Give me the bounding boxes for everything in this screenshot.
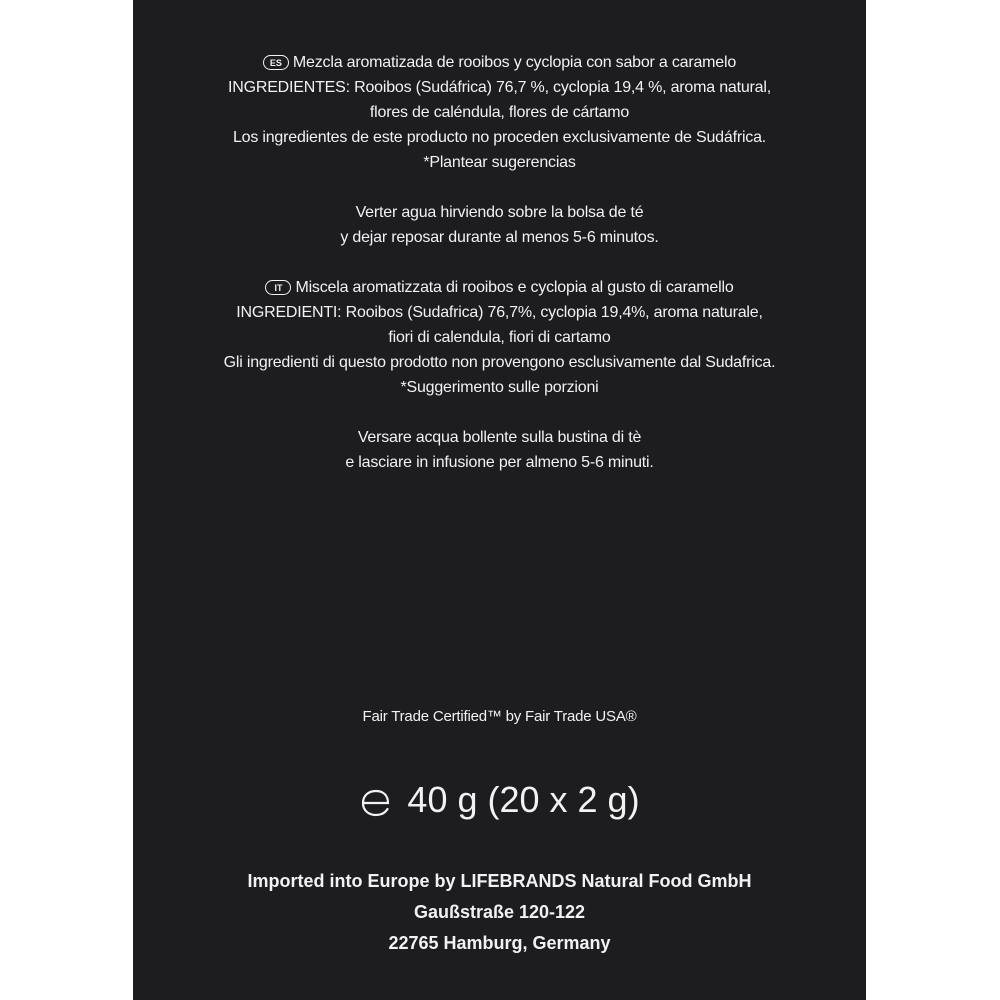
- spanish-prep-line: Verter agua hirviendo sobre la bolsa de té: [355, 204, 644, 221]
- language-badge-it: IT: [265, 280, 291, 295]
- italian-title-line: IT Miscela aromatizzata di rooibos e cyclopia al gusto di caramello: [133, 275, 866, 300]
- importer-street-line: Gaußstraße 120-122: [413, 902, 586, 922]
- net-weight: [133, 775, 866, 831]
- importer-name-line: Imported into Europe by LIFEBRANDS Natural Food GmbH: [247, 871, 752, 891]
- italian-ingredients-line: fiori di calendula, fiori di cartamo: [388, 329, 611, 346]
- spanish-ingredients-line: INGREDIENTES: Rooibos (Sudáfrica) 76,7 %, cyclopia 19,4 %, aroma natural,: [228, 79, 771, 96]
- italian-origin-line: Gli ingredienti di questo prodotto non provengono esclusivamente dal Sudafrica.: [223, 354, 776, 371]
- label-panel: [133, 0, 866, 1000]
- spanish-origin-line: Los ingredientes de este producto no proceden exclusivamente de Sudáfrica.: [232, 129, 767, 146]
- language-badge-es: ES: [263, 55, 289, 70]
- italian-description: [133, 275, 866, 400]
- importer-address: [133, 866, 866, 959]
- italian-preparation: [133, 425, 866, 475]
- net-weight-text: 40 g (20 x 2 g): [407, 779, 640, 820]
- spanish-ingredients-line: flores de caléndula, flores de cártamo: [369, 104, 630, 121]
- spanish-title-line: ES Mezcla aromatizada de rooibos y cyclopia con sabor a caramelo: [133, 50, 866, 75]
- importer-city-line: 22765 Hamburg, Germany: [388, 933, 611, 953]
- italian-prep-line: Versare acqua bollente sulla bustina di tè: [357, 429, 642, 446]
- italian-ingredients-line: INGREDIENTI: Rooibos (Sudafrica) 76,7%, cyclopia 19,4%, aroma naturale,: [236, 304, 763, 321]
- spanish-suggestion-line: *Plantear sugerencias: [423, 154, 576, 171]
- spanish-preparation: [133, 200, 866, 250]
- spanish-description: [133, 50, 866, 175]
- estimated-sign-icon: [359, 781, 393, 831]
- italian-suggestion-line: *Suggerimento sulle porzioni: [400, 379, 599, 396]
- spanish-prep-line: y dejar reposar durante al menos 5-6 minutos.: [340, 229, 659, 246]
- italian-prep-line: e lasciare in infusione per almeno 5-6 minuti.: [345, 454, 654, 471]
- fair-trade-certification: Fair Trade Certified™ by Fair Trade USA®: [362, 708, 637, 725]
